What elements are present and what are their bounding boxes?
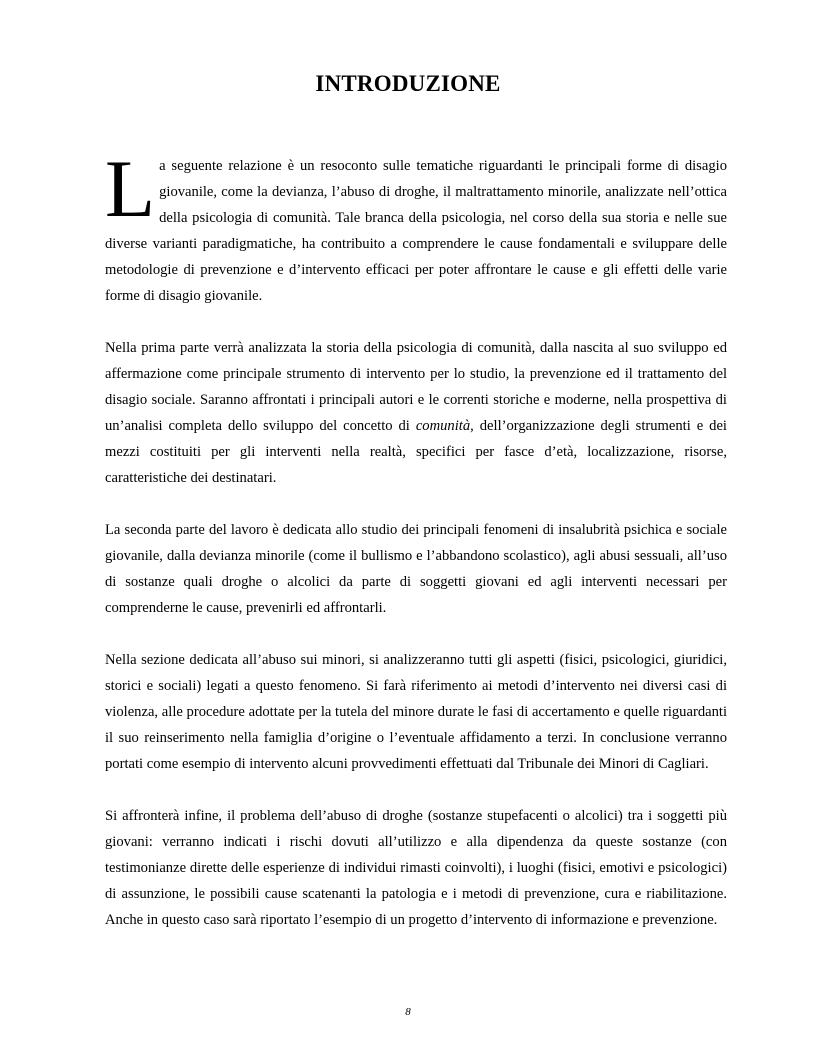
emphasis-comunita: comunità: [415, 418, 471, 434]
drop-cap: L: [105, 143, 156, 234]
paragraph-first-part: [105, 335, 727, 491]
paragraph-child-abuse: Nella sezione dedicata all’abuso sui minori, si analizzeranno tutti gli aspetti (fisici, psicologici, giuridici, storici e sociali) legati a questo fenomeno. Si farà riferimento ai metodi d’intervento nei diversi casi di violenza, alle procedure adottate per la tutela del minore durate le fasi di accertamento e quelle riguardanti il suo reinserimento nella famiglia d’origine o l’eventuale affidamento a terzi. In conclusione verranno portati come esempio di intervento alcuni provvedimenti effettuati dal Tribunale dei Minori di Cagliari.: [105, 652, 727, 772]
paragraph-first-part-text-a: Nella prima parte verrà analizzata la storia della psicologia di comunità, dalla nascita al suo sviluppo ed affermazione come principale strumento di intervento per lo studio, la prevenzione ed il trattamento del disagio sociale. Saranno affrontati i principali autori e le correnti storiche e moderne, nella prospettiva di un’analisi completa dello sviluppo del concetto di: [105, 340, 727, 434]
paragraph-drug-abuse: Si affronterà infine, il problema dell’abuso di droghe (sostanze stupefacenti o alcolici) tra i soggetti più giovani: verranno indicati i rischi dovuti all’utilizzo e alla dipendenza da queste sostanze (con testimonianze dirette delle esperienze di individui rimasti coinvolti), i luoghi (fisici, emotivi e psicologici) di assunzione, le possibili cause scatenanti la patologia e i metodi di prevenzione, cura e riabilitazione. Anche in questo caso sarà riportato l’esempio di un progetto d’intervento di informazione e prevenzione.: [105, 808, 727, 928]
page-title: INTRODUZIONE: [315, 71, 501, 96]
body-text: [105, 143, 727, 959]
paragraph-first-part-text-b: , dell’organizzazione degli strumenti e dei mezzi costituiti per gli interventi nella realtà, specifici per fasce d’età, localizzazione, risorse, caratteristiche dei destinatari.: [105, 418, 727, 486]
page-number: 8: [405, 1006, 411, 1018]
paragraph-intro-text: a seguente relazione è un resoconto sulle tematiche riguardanti le principali forme di disagio giovanile, come la devianza, l’abuso di droghe, il maltrattamento minorile, analizzate nell’ottica della psicologia di comunità. Tale branca della psicologia, nel corso della sua storia e nelle sue diverse varianti paradigmatiche, ha contribuito a comprendere le cause fondamentali e sviluppare delle metodologie di prevenzione e d’intervento efficaci per poter affrontare le cause e gli effetti delle varie forme di disagio giovanile.: [105, 158, 727, 304]
paragraph-second-part: La seconda parte del lavoro è dedicata allo studio dei principali fenomeni di insalubrità psichica e sociale giovanile, dalla devianza minorile (come il bullismo e l’abbandono scolastico), agli abusi sessuali, all’uso di sostanze quali droghe o alcolici da parte di soggetti giovani ed agli interventi necessari per comprenderne le cause, prevenirli ed affrontarli.: [105, 522, 727, 616]
paragraph-intro: [105, 143, 727, 309]
